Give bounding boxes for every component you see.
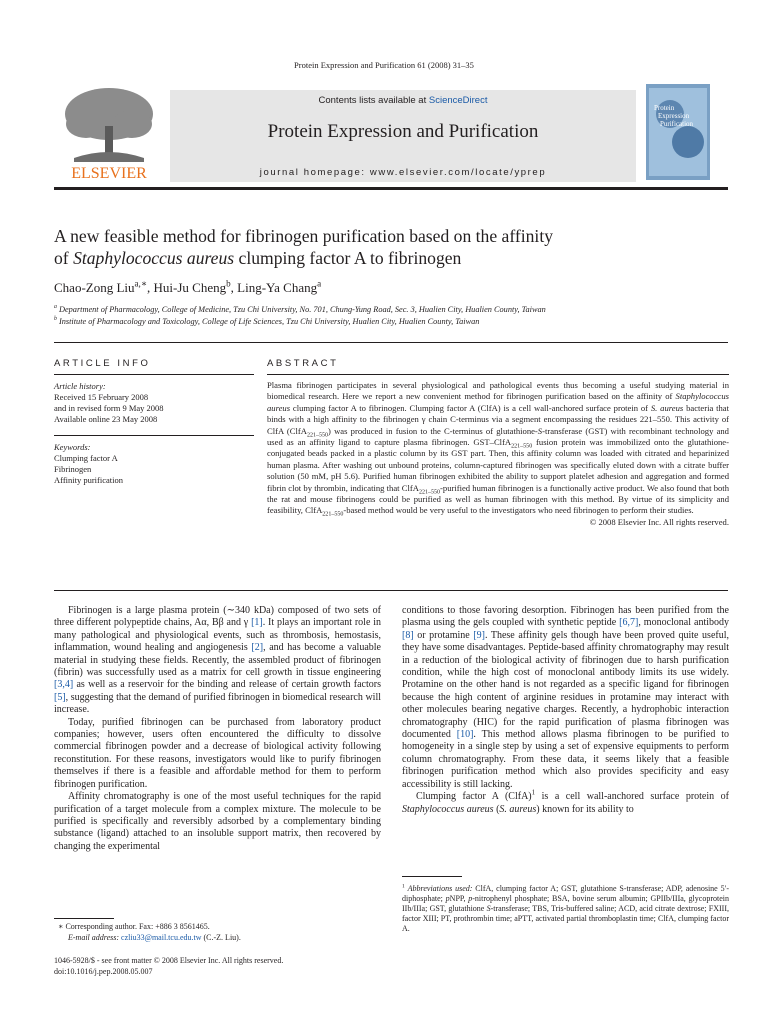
author-marks: a	[317, 278, 322, 289]
sciencedirect-link[interactable]: ScienceDirect	[428, 95, 488, 106]
citation-link[interactable]: [3,4]	[54, 679, 74, 691]
contents-available-line	[170, 95, 636, 106]
citation-link[interactable]: [6,7]	[619, 617, 639, 629]
keyword: Affinity purification	[54, 475, 124, 485]
journal-name: Protein Expression and Purification	[267, 121, 539, 142]
title-line-1: A new feasible method for fibrinogen purification based on the affinity	[54, 226, 553, 246]
body-column-right: conditions to those favoring desorption. Fibrinogen has been purified from the plasma using the gels coupled with synthetic peptide [6,7], monoclonal antibody [8] or protamine [9]. These affinity gels though have been proved quite useful, they have some disadvantages. Peptide-based affinity chromatography may result in a reduction of the biological activity of fibrinogen due to harsh purification condition, while the high cost of monoclonal antibody limits its use widely. Protamine on the other hand is not regarded as a specific ligand for fibrinogen because the high content of arginine residues in protamine may interact with other molecules bearing negative charges. Recently, a hydrophobic interaction chromatography (HIC) for the rapid purification of plasma fibrinogen was documented [10]. This method allows plasma fibrinogen to be purified to homogeneity in a single step by using a set of expensive equipments to perform column chromatography. From these data, it seems likely that a feasible fibrinogen purification method which also provides specificity and easy accessibility is still lacking. Clumping factor A (ClfA)$^1$ is a cell wall-anchored surface protein of Staphylococcus aureus (S. aureus) known for its ability to	[402, 605, 729, 815]
header-rule	[54, 187, 728, 190]
info-rule	[54, 374, 254, 375]
journal-citation-line: Protein Expression and Purification 61 (2008) 31–35	[294, 60, 474, 70]
title-line-2: of Staphylococcus aureus clumping factor A to fibrinogen	[54, 248, 462, 268]
abstract-heading: ABSTRACT	[267, 358, 339, 369]
copyright: © 2008 Elsevier Inc. All rights reserved.	[589, 516, 729, 527]
footnote-rule-right	[402, 876, 462, 877]
citation-link[interactable]: [9]	[473, 629, 485, 641]
author-marks: a,∗	[134, 278, 148, 289]
cover-title-1: Protein	[654, 104, 675, 112]
abstract-rule	[267, 374, 729, 375]
abstract-bottom-rule	[54, 590, 728, 591]
journal-homepage[interactable]: journal homepage: www.elsevier.com/locate/yprep	[259, 167, 547, 178]
author-marks: b	[226, 278, 231, 289]
abstract-text: Plasma fibrinogen participates in several physiological and pathological events thus becoming a useful studying material in biomedical research. Here we report a new convenient method for fibrinogen purification based on the affinity of Staphylococcus aureus clumping factor A to fibrinogen. Clumping factor A (ClfA) is a cell wall-anchored surface protein of S. aureus bacteria that binds with a high affinity to the fibrinogen γ chain C-terminus via a segment encompassing the residues 221–550. This activity of ClfA (ClfA$_{221-550}$) was produced in fusion to the C-terminus of glutathione-S-transferase (GST) with recombinant technology and used as an affinity ligand to capture plasma fibrinogen. GST–ClfA$_{221-550}$ fusion protein was immobilized onto the glutathione-conjugated beads packed in a plastic column by its GST part. Then, this affinity column was loaded with citrated and heparinized human plasma. After washing out unbound proteins, column-captured fibrinogen was specifically eluted down with a citrate buffer solution (50 mM, pH 5.6). Purified human fibrinogen exhibited the ability to support platelet adhesion and aggregation and formed fibrin clot by thrombin, indicating that ClfA$_{221-550}$-purified human fibrinogen is a functionally active product. We also found that both the rat and mouse fibrinogens could be purified as well as human fibrinogen with this method. By virtue of its simplicity and feasibility, ClfA$_{221-550}$-based method would be very useful to the investigators who need fibrinogen to perform their studies. © 2008 Elsevier Inc. All rights reserved.	[267, 380, 730, 527]
article-info-heading: ARTICLE INFO	[54, 358, 151, 369]
corresponding-author-footnote: ∗ Corresponding author. Fax: +886 3 8561465. E-mail address: czliu33@mail.tcu.edu.tw (C.-Z. Liu).	[54, 922, 241, 942]
cover-title-2: Expression	[658, 112, 690, 120]
keyword: Fibrinogen	[54, 464, 92, 474]
cover-title-3: Purification	[660, 120, 694, 128]
citation-link[interactable]: [5]	[54, 691, 66, 703]
elsevier-wordmark: ELSEVIER	[71, 165, 147, 182]
footnote-rule-left	[54, 918, 114, 919]
contents-prefix: Contents lists available at	[318, 95, 429, 106]
keyword: Clumping factor A	[54, 453, 118, 463]
article-history: Article history: Received 15 February 2008 and in revised form 9 May 2008 Available online 23 May 2008	[54, 381, 164, 424]
author: Hui-Ju Cheng	[153, 280, 227, 295]
affiliation-b: $^b$ Institute of Pharmacology and Toxicology, College of Life Sciences, Tzu Chi University, Hualien City, Hualien County, Taiwan	[54, 316, 480, 326]
elsevier-tree-logo	[54, 84, 164, 184]
citation-link[interactable]: [10]	[456, 729, 474, 741]
doi-line[interactable]: doi:10.1016/j.pep.2008.05.007	[54, 967, 153, 976]
journal-cover-thumbnail	[646, 84, 710, 180]
issn-line: 1046-5928/$ - see front matter © 2008 Elsevier Inc. All rights reserved.	[54, 956, 284, 965]
citation-link[interactable]: [1]	[251, 617, 263, 629]
citation-link[interactable]: [2]	[251, 642, 264, 654]
author-list: Chao-Zong Liu$^{a,∗}$, Hui-Ju Cheng$^b$, Ling-Ya Chang$^a$	[54, 278, 322, 295]
author: Chao-Zong Liu	[54, 280, 135, 295]
email-link[interactable]: czliu33@mail.tcu.edu.tw	[121, 932, 202, 942]
body-column-left: Fibrinogen is a large plasma protein (∼340 kDa) composed of two sets of three different polypeptide chains, Aα, Bβ and γ [1]. It plays an important role in many pathological and physiological events, such as thrombosis, hemostasis, inflammation, wound healing and angiogenesis [2], and has become a valuable material in studying these fields. Recently, the assembled product of fibrinogen (fibrin) was successfully used as a matrix for cell growth in tissue engineering [3,4] as well as a reservoir for the binding and release of certain growth factors [5], suggesting that the demand of purified fibrinogen in biomedical research will increase. Today, purified fibrinogen can be purchased from laboratory product companies; however, users often encountered the difficulty to dissolve commercial fibrinogen powder and a decrease of biological activity following reconstitution. For these reasons, investigators would like to purify fibrinogen themselves if there is a feasible and affordable method for them to perform fibrinogen purification. Affinity chromatography is one of the most useful techniques for the rapid purification of a target molecule from a complex mixture. The molecule to be purified is specifically and reversibly adsorbed by a complementary binding substance (ligand) attached to an insoluble support matrix, then recovered by changing the experimental	[54, 605, 381, 852]
affiliation-a: $^a$ Department of Pharmacology, College of Medicine, Tzu Chi University, No. 701, Chung-Yung Road, Sec. 3, Hualien City, Hualien County, Taiwan	[54, 304, 546, 314]
abbreviations-footnote: $^1$ Abbreviations used: ClfA, clumping factor A; GST, glutathione S-transferase; ADP, adenosine 5′-diphosphate; pNPP, p-nitrophenyl phosphate; BSA, bovine serum albumin; GPIIb/IIIa, glycoprotein IIb/IIIa; GST, glutathione S-transferase; TBS, Tris-buffered saline; ACD, acid citrate dextrose; FXIII, factor XIII; PT, prothrombin time; aPTT, activated partial thromboplastin time; ClfA, clumping factor A.	[402, 883, 730, 933]
author: Ling-Ya Chang	[237, 280, 318, 295]
keywords: Keywords: Clumping factor A Fibrinogen Affinity purification	[54, 442, 254, 486]
citation-link[interactable]: [8]	[402, 629, 414, 641]
affiliation-rule	[54, 342, 728, 343]
article-title	[54, 225, 724, 269]
info-rule-2	[54, 435, 254, 436]
